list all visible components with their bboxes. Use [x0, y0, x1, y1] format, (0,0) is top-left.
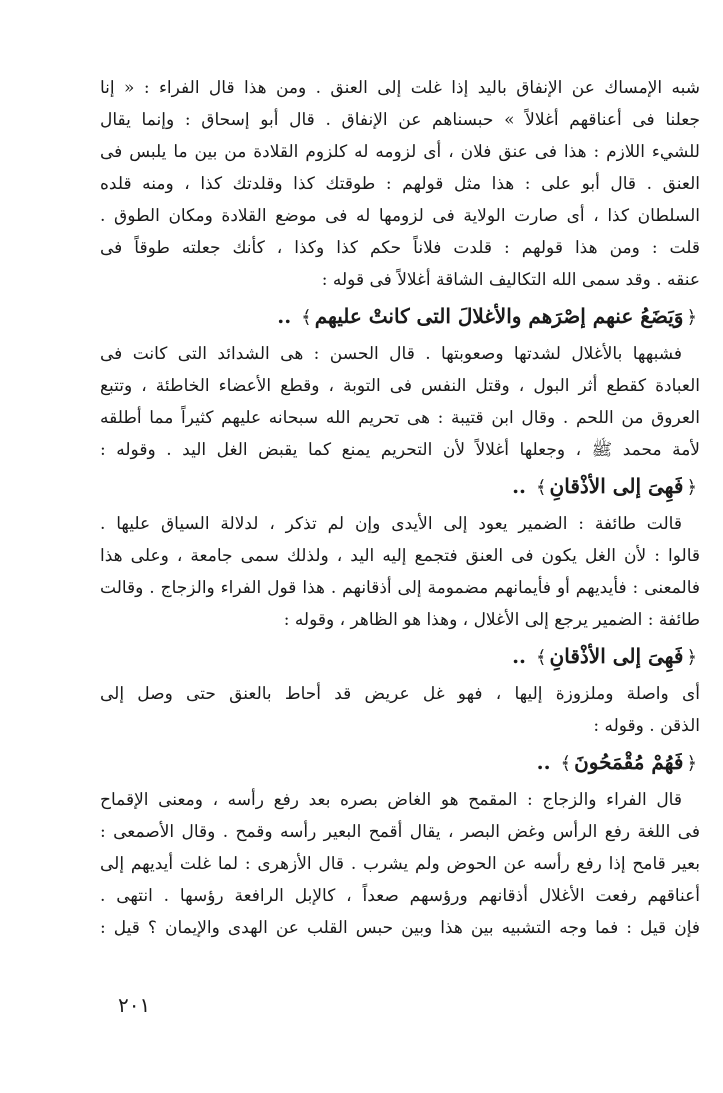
text-line: لأمة محمد ﷺ ، وجعلها أغلالاً لأن التحريم يمنع كما يقبض الغل اليد . وقوله :: [100, 440, 700, 460]
text-line: فى اللغة رفع الرأس وغض البصر ، يقال أقمح البعير رأسه وقمح . وقال الأصمعى :: [100, 822, 700, 842]
text-line: شبه الإمساك عن الإنفاق باليد إذا غلت إلى العنق . ومن هذا قال الفراء : « إنا: [100, 78, 700, 98]
verse-open-bracket: ﴿: [686, 753, 697, 774]
verse-trail: ..: [536, 750, 551, 774]
quran-verse: [100, 466, 700, 508]
verse-open-bracket: ﴿: [686, 307, 697, 328]
verse-close-bracket: ﴾: [301, 307, 312, 328]
text-line: عنقه . وقد سمى الله التكاليف الشاقة أغلالاً فى قوله :: [321, 270, 700, 290]
verse-text: وَيَضَعُ عنهم إصْرَهم والأغلالَ التى كانتْ عليهم: [314, 304, 684, 328]
verse-close-bracket: ﴾: [560, 753, 572, 774]
text-line: طائفة : الضمير يرجع إلى الأغلال ، وهذا هو الظاهر ، وقوله :: [283, 610, 700, 630]
verse-close-bracket: ﴾: [536, 647, 547, 668]
verse-close-bracket: ﴾: [536, 477, 547, 498]
text-line: قالت طائفة : الضمير يعود إلى الأيدى وإن لم تذكر ، لدلالة السياق عليها .: [100, 514, 682, 534]
quran-verse: [100, 636, 700, 678]
text-line: فإن قيل : فما وجه التشبيه بين هذا وبين حبس القلب عن الهدى والإيمان ؟ قيل :: [100, 918, 700, 938]
text-line: فالمعنى : فأيديهم أو فأيمانهم مضمومة إلى أذقانهم . هذا قول الفراء والزجاج . وقالت: [100, 578, 700, 598]
quran-verse: [100, 296, 700, 338]
verse-open-bracket: ﴿: [686, 647, 697, 668]
verse-trail: ..: [277, 304, 292, 328]
verse-text: فَهُمْ مُقْمَحُونَ: [574, 750, 684, 774]
text-line: للشيء اللازم : هذا فى عنق فلان ، أى لزومه له كلزوم القلادة من بين ما يلبس فى: [100, 142, 700, 162]
text-line: قال الفراء والزجاج : المقمح هو الغاض بصره بعد رفع رأسه ، ومعنى الإقماح: [100, 790, 682, 810]
quran-verse: [100, 742, 700, 784]
verse-text: فَهِىَ إلى الأذْقانِ: [549, 474, 684, 498]
text-line: العروق من اللحم . وقال ابن قتيبة : هى تحريم الله سبحانه عليهم كثيراً مما أطلقه: [100, 408, 700, 428]
page-body: [100, 72, 700, 944]
page-number: ٢٠١: [118, 993, 151, 1017]
text-line: السلطان كذا ، أى صارت الولاية فى لزومها له فى موضع القلادة ومكان الطوق .: [100, 206, 700, 226]
verse-text: فَهِىَ إلى الأذْقانِ: [549, 644, 684, 668]
verse-trail: ..: [512, 474, 527, 498]
text-line: جعلنا فى أعناقهم أغلالاً » حبسناهم عن الإنفاق . قال أبو إسحاق : وإنما يقال: [100, 110, 700, 130]
text-line: قالوا : لأن الغل يكون فى العنق فتجمع إليه اليد ، ولذلك سمى جامعة ، وعلى هذا: [100, 546, 700, 566]
text-line: العنق . قال أبو على : هذا مثل قولهم : طوقتك كذا وقلدتك كذا ، ومنه قلده: [100, 174, 700, 194]
verse-open-bracket: ﴿: [686, 477, 697, 498]
verse-trail: ..: [512, 644, 527, 668]
text-line: العبادة كقطع أثر البول ، وقتل النفس فى التوبة ، وقطع الأعضاء الخاطئة ، وتتبع: [100, 376, 700, 396]
text-line: بعير قامح إذا رفع رأسه عن الحوض ولم يشرب . قال الأزهرى : لما غلت أيديهم إلى: [100, 854, 700, 874]
text-line: الذقن . وقوله :: [593, 716, 700, 736]
text-line: أى واصلة وملزوزة إليها ، فهو غل عريض قد أحاط بالعنق حتى وصل إلى: [100, 684, 700, 704]
text-line: أعناقهم رفعت الأغلال أذقانهم ورؤسهم صعداً ، كالإبل الرافعة رؤسها . انتهى .: [100, 886, 700, 906]
text-line: فشبهها بالأغلال لشدتها وصعوبتها . قال الحسن : هى الشدائد التى كانت فى: [100, 344, 682, 364]
text-line: قلت : ومن هذا قولهم : قلدت فلاناً حكم كذا وكذا ، كأنك جعلته طوقاً فى: [100, 238, 700, 258]
